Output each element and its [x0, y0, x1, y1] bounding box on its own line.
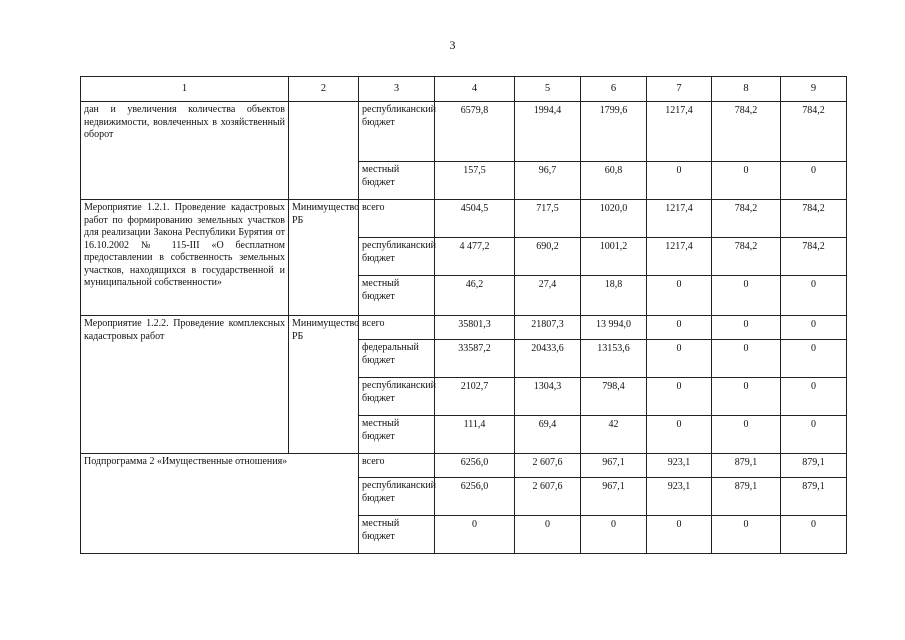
amount-value: 2 607,6	[532, 457, 563, 468]
amount-cell	[435, 416, 515, 454]
amount-cell	[781, 316, 847, 340]
funding-source: республиканский бюджет	[359, 478, 435, 516]
amount-value: 879,1	[734, 457, 758, 468]
amount-value: 13 994,0	[596, 319, 631, 330]
amount-value: 18,8	[604, 279, 623, 290]
amount-value: 1217,4	[665, 203, 693, 214]
amount-cell	[581, 238, 647, 276]
amount-cell	[781, 276, 847, 316]
amount-cell	[435, 316, 515, 340]
amount-cell	[515, 378, 581, 416]
amount-cell	[712, 238, 781, 276]
column-header-3: 3	[359, 77, 435, 102]
amount-cell	[712, 478, 781, 516]
amount-value: 0	[743, 519, 749, 530]
amount-value: 33587,2	[458, 343, 491, 354]
funding-source: всего	[359, 200, 435, 238]
column-header-9: 9	[781, 77, 847, 102]
amount-value: 1799,6	[599, 105, 628, 116]
amount-cell	[712, 516, 781, 554]
amount-value: 967,1	[602, 457, 625, 468]
activity-description: Мероприятие 1.2.1. Проведение кадастровых работ по формированию земельных участков для реализации Закона Республики Бурятия от 16.10.2002 № 115-III «О бесплатном предоставлении в собственность земельных участков, находящихся в государственной и муниципальной собственности»	[81, 200, 289, 316]
amount-value: 1304,3	[533, 381, 562, 392]
amount-value: 0	[676, 381, 682, 392]
amount-cell	[435, 200, 515, 238]
amount-value: 0	[676, 343, 682, 354]
amount-cell	[515, 102, 581, 162]
amount-value: 0	[472, 519, 477, 530]
amount-cell	[712, 162, 781, 200]
column-header-7: 7	[647, 77, 712, 102]
header-row	[81, 77, 847, 102]
amount-value: 784,2	[802, 105, 825, 116]
amount-cell	[515, 416, 581, 454]
amount-cell	[581, 516, 647, 554]
amount-cell	[712, 416, 781, 454]
amount-value: 157,5	[463, 165, 486, 176]
amount-cell	[435, 238, 515, 276]
amount-cell	[435, 340, 515, 378]
amount-cell	[435, 102, 515, 162]
page-number: 3	[449, 38, 456, 52]
amount-value: 0	[743, 319, 749, 330]
funding-source: всего	[359, 454, 435, 478]
amount-cell	[712, 200, 781, 238]
amount-cell	[581, 478, 647, 516]
amount-value: 111,4	[463, 419, 486, 430]
column-header-4: 4	[435, 77, 515, 102]
amount-value: 784,2	[734, 241, 758, 252]
table-row	[81, 454, 847, 478]
amount-value: 1001,2	[599, 241, 628, 252]
amount-value: 1217,4	[665, 241, 693, 252]
amount-cell	[712, 378, 781, 416]
amount-cell	[581, 316, 647, 340]
amount-value: 6256,0	[460, 481, 489, 492]
amount-cell	[647, 102, 712, 162]
amount-cell	[712, 276, 781, 316]
funding-source: местный бюджет	[359, 416, 435, 454]
amount-value: 0	[545, 519, 550, 530]
amount-cell	[515, 454, 581, 478]
amount-cell	[581, 416, 647, 454]
amount-value: 0	[743, 381, 749, 392]
amount-value: 1994,4	[533, 105, 562, 116]
amount-cell	[712, 102, 781, 162]
amount-value: 784,2	[734, 203, 758, 214]
amount-value: 6579,8	[460, 105, 489, 116]
amount-cell	[781, 340, 847, 378]
budget-table	[80, 76, 847, 554]
amount-cell	[781, 238, 847, 276]
amount-value: 0	[811, 343, 816, 354]
amount-value: 0	[811, 419, 816, 430]
amount-value: 923,1	[667, 457, 691, 468]
amount-value: 0	[743, 165, 749, 176]
responsible-executor: Минимущество РБ	[289, 200, 359, 316]
amount-cell	[781, 102, 847, 162]
amount-value: 96,7	[538, 165, 557, 176]
amount-cell	[647, 238, 712, 276]
amount-value: 0	[676, 319, 682, 330]
amount-value: 1020,0	[599, 203, 628, 214]
amount-cell	[647, 378, 712, 416]
amount-value: 717,5	[536, 203, 559, 214]
column-header-5: 5	[515, 77, 581, 102]
column-header-2: 2	[289, 77, 359, 102]
amount-cell	[581, 454, 647, 478]
responsible-executor	[289, 102, 359, 200]
amount-cell	[581, 102, 647, 162]
amount-cell	[515, 340, 581, 378]
amount-cell	[581, 276, 647, 316]
amount-value: 1217,4	[665, 105, 693, 116]
amount-cell	[435, 516, 515, 554]
amount-value: 879,1	[802, 481, 825, 492]
activity-description: Мероприятие 1.2.2. Проведение комплексных кадастровых работ	[81, 316, 289, 454]
amount-value: 60,8	[604, 165, 623, 176]
amount-cell	[581, 340, 647, 378]
amount-cell	[435, 162, 515, 200]
funding-source: федеральный бюджет	[359, 340, 435, 378]
amount-value: 0	[676, 279, 682, 290]
table-row	[81, 200, 847, 238]
amount-value: 0	[676, 165, 682, 176]
amount-value: 0	[611, 519, 616, 530]
funding-source: всего	[359, 316, 435, 340]
amount-value: 20433,6	[531, 343, 564, 354]
amount-cell	[647, 162, 712, 200]
amount-cell	[515, 200, 581, 238]
amount-value: 2 607,6	[532, 481, 563, 492]
amount-value: 0	[811, 165, 816, 176]
amount-value: 21807,3	[531, 319, 564, 330]
amount-value: 69,4	[538, 419, 557, 430]
amount-cell	[647, 340, 712, 378]
amount-value: 0	[811, 519, 816, 530]
amount-value: 4 477,2	[459, 241, 490, 252]
amount-cell	[435, 478, 515, 516]
amount-cell	[515, 478, 581, 516]
amount-value: 690,2	[536, 241, 559, 252]
funding-source: республиканский бюджет	[359, 102, 435, 162]
amount-value: 27,4	[538, 279, 557, 290]
amount-cell	[581, 200, 647, 238]
amount-cell	[435, 378, 515, 416]
amount-value: 879,1	[734, 481, 758, 492]
funding-source: республиканский бюджет	[359, 238, 435, 276]
amount-cell	[647, 454, 712, 478]
amount-cell	[781, 416, 847, 454]
amount-cell	[647, 416, 712, 454]
table-row	[81, 102, 847, 162]
amount-cell	[515, 276, 581, 316]
funding-source: республиканский бюджет	[359, 378, 435, 416]
amount-value: 0	[743, 279, 749, 290]
amount-value: 0	[743, 419, 749, 430]
responsible-executor: Минимущество РБ	[289, 316, 359, 454]
amount-cell	[712, 340, 781, 378]
amount-value: 4504,5	[460, 203, 489, 214]
amount-cell	[781, 478, 847, 516]
amount-cell	[647, 316, 712, 340]
amount-cell	[781, 516, 847, 554]
amount-cell	[515, 316, 581, 340]
funding-source: местный бюджет	[359, 162, 435, 200]
activity-description: дан и увеличения количества объектов недвижимости, вовлеченных в хозяйственный оборот	[81, 102, 289, 200]
amount-cell	[581, 162, 647, 200]
amount-cell	[435, 276, 515, 316]
amount-value: 784,2	[802, 203, 825, 214]
amount-value: 879,1	[802, 457, 825, 468]
amount-cell	[781, 378, 847, 416]
amount-cell	[647, 516, 712, 554]
amount-value: 42	[608, 419, 619, 430]
amount-value: 798,4	[602, 381, 625, 392]
amount-cell	[712, 454, 781, 478]
amount-cell	[515, 238, 581, 276]
column-header-1: 1	[81, 77, 289, 102]
amount-cell	[647, 276, 712, 316]
column-header-6: 6	[581, 77, 647, 102]
amount-cell	[781, 162, 847, 200]
amount-cell	[515, 162, 581, 200]
amount-value: 0	[676, 519, 682, 530]
amount-value: 46,2	[465, 279, 484, 290]
amount-value: 923,1	[667, 481, 691, 492]
amount-value: 784,2	[734, 105, 758, 116]
amount-cell	[515, 516, 581, 554]
amount-cell	[781, 454, 847, 478]
amount-value: 0	[743, 343, 749, 354]
funding-source: местный бюджет	[359, 516, 435, 554]
amount-value: 13153,6	[597, 343, 630, 354]
funding-source: местный бюджет	[359, 276, 435, 316]
amount-value: 967,1	[602, 481, 625, 492]
amount-cell	[712, 316, 781, 340]
amount-cell	[647, 478, 712, 516]
amount-value: 0	[811, 319, 816, 330]
amount-value: 0	[811, 279, 816, 290]
amount-cell	[647, 200, 712, 238]
amount-value: 784,2	[802, 241, 825, 252]
amount-cell	[435, 454, 515, 478]
amount-value: 2102,7	[460, 381, 489, 392]
column-header-8: 8	[712, 77, 781, 102]
amount-value: 35801,3	[458, 319, 491, 330]
amount-value: 0	[811, 381, 816, 392]
table-row	[81, 316, 847, 340]
amount-value: 0	[676, 419, 682, 430]
amount-value: 6256,0	[460, 457, 489, 468]
amount-cell	[581, 378, 647, 416]
amount-cell	[781, 200, 847, 238]
activity-description: Подпрограмма 2 «Имущественные отношения»	[81, 454, 359, 554]
